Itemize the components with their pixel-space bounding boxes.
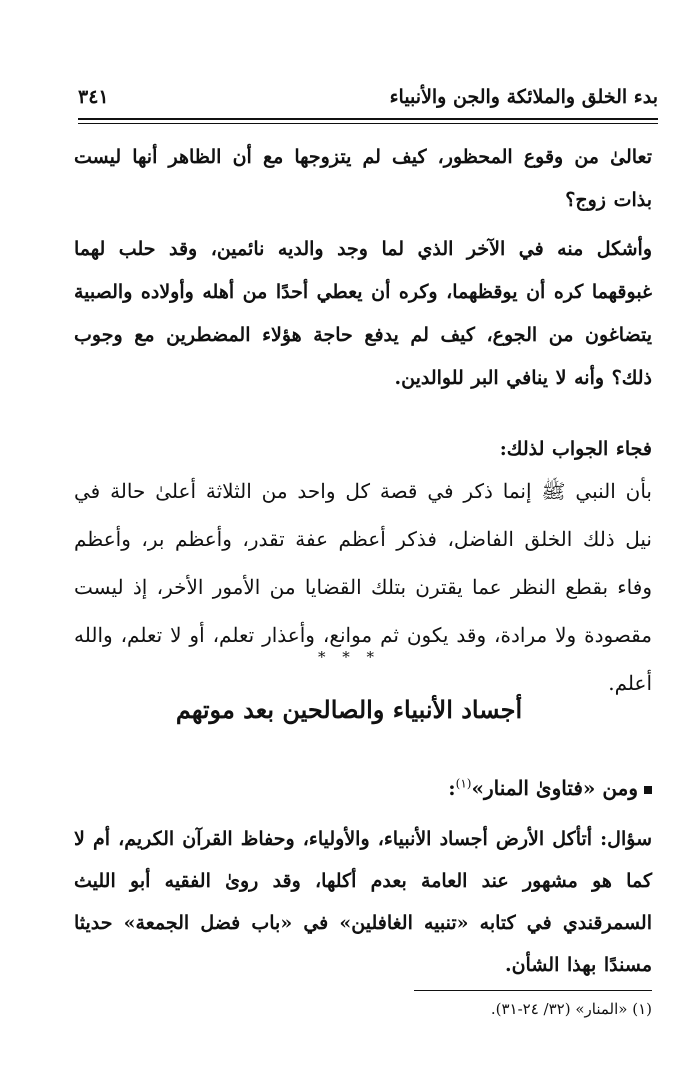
answer-heading: فجاء الجواب لذلك: [499,438,652,460]
page-header [78,80,658,114]
paragraph-2: وأشكل منه في الآخر الذي لما وجد والديه نائمين، وقد حلب لهما غبوقهما كره أن يوقظهما، وكره أن يعطي أحدًا من أهله وأولاده والصبية يتضاغون من الجوع، كيف لم يدفع حاجة هؤلاء المضطرين مع وجوب ذلك؟ وأنه لا ينافي البر للوالدين. [74,238,652,389]
source-colon: : [448,776,456,800]
running-title: بدء الخلق والملائكة والجن والأنبياء [389,86,658,108]
question-paragraph: سؤال: أتأكل الأرض أجساد الأنبياء، والأولياء، وحفاظ القرآن الكريم، أم لا كما هو مشهور عند العامة بعدم أكلها، وقد روىٰ الفقيه أبو الليث السمرقندي في كتابه «تنبيه الغافلين» في «باب فضل الجمعة» حديثا مسندًا بهذا الشأن. [74,828,652,976]
section-separator: * * * [317,648,381,666]
source-label: ومن «فتاوىٰ المنار» [471,776,638,800]
bullet-icon [644,786,652,794]
page-number: ٣٤١ [78,86,109,108]
footnote: (١) «المنار» (٣٢/ ٢٤-٣١). [490,1000,652,1018]
footnote-rule [414,990,652,991]
header-rule-thin [78,123,658,124]
section-title: أجساد الأنبياء والصالحين بعد موتهم [175,695,523,724]
header-rule [78,118,658,120]
source-line [448,776,652,800]
paragraph-1: تعالىٰ من وقوع المحظور، كيف لم يتزوجها مع أن الظاهر أنها ليست بذات زوج؟ [74,146,652,211]
footnote-ref[interactable]: (١) [455,776,472,791]
paragraph-answer: بأن النبي ﷺ إنما ذكر في قصة كل واحد من الثلاثة أعلىٰ حالة في نيل ذلك الخلق الفاضل، فذكر أعظم عفة تقدر، وأعظم بر، وأعظم وفاء بقطع النظر عما يقترن بتلك القضايا من الأمور الأخر، إذ ليست مقصودة ولا مرادة، وقد يكون ثم موانع، وأعذار تعلم، أو لا تعلم، والله أعلم. [74,479,652,695]
